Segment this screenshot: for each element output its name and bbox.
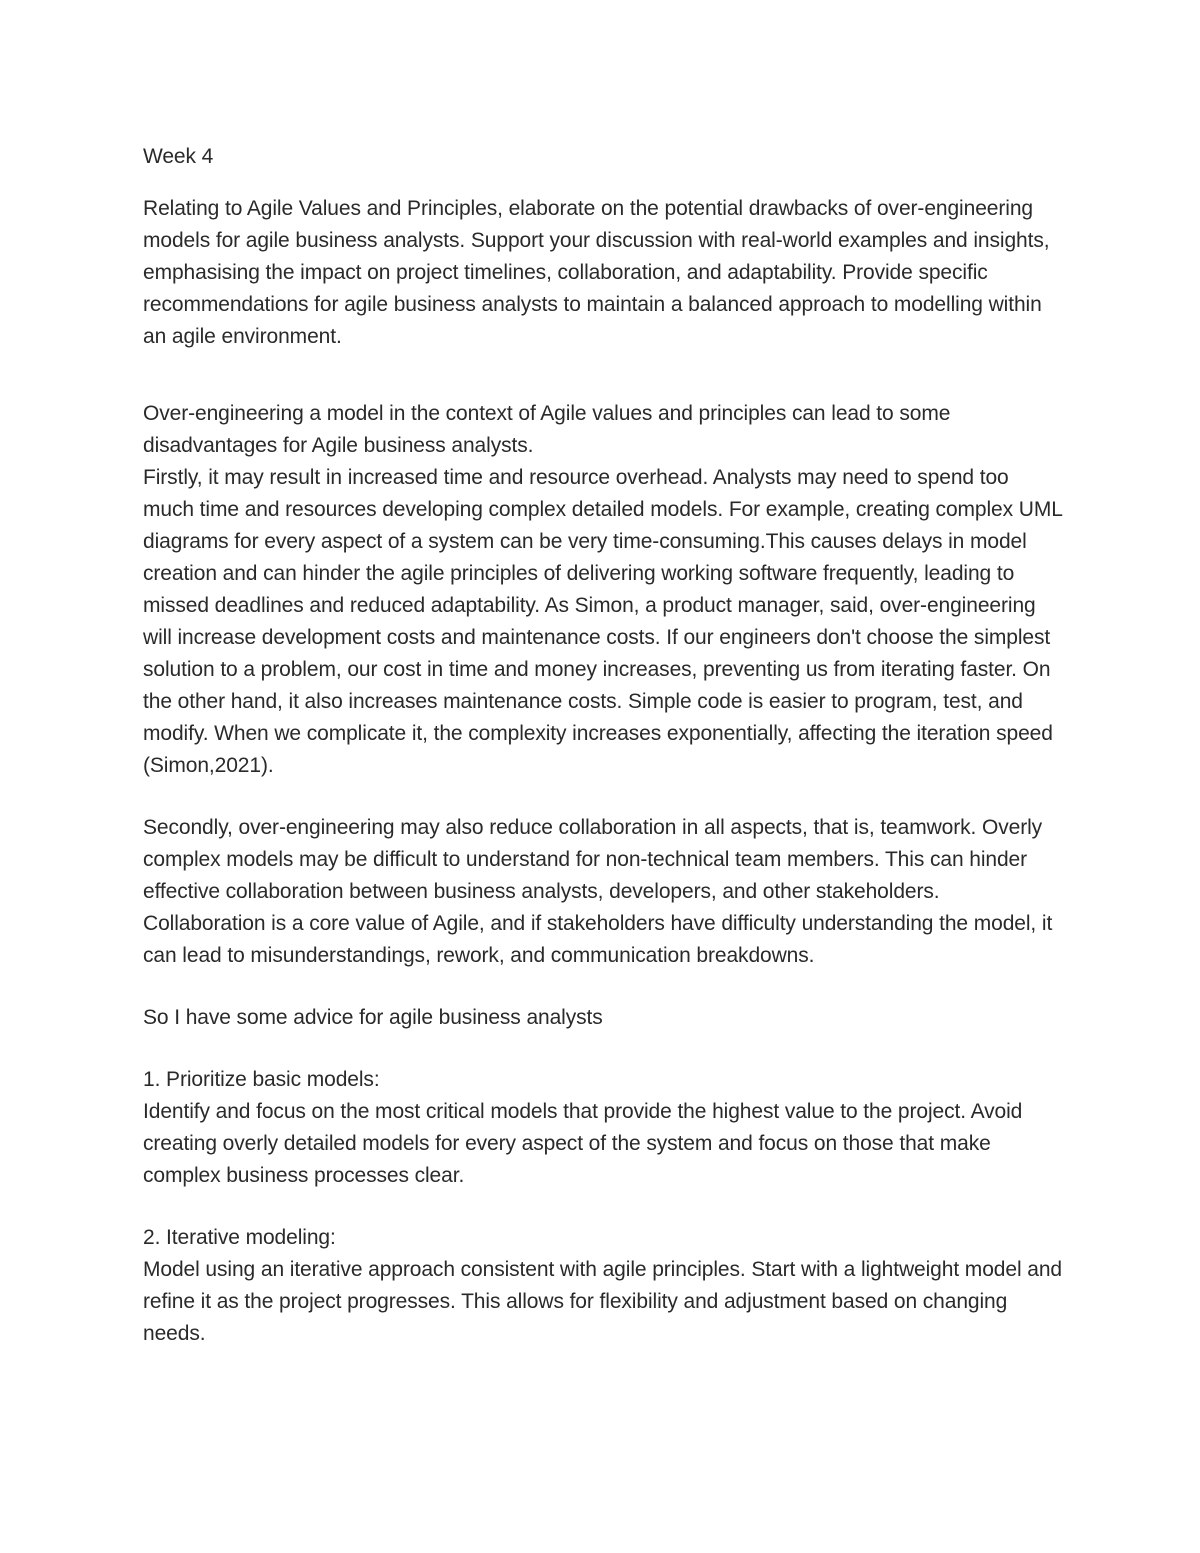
advice-heading-2: 2. Iterative modeling:	[143, 1226, 336, 1249]
document-title: Week 4	[143, 145, 214, 168]
intro-paragraph: Over-engineering a model in the context of Agile values and principles can lead to some disadvantages for Agile business analysts.	[143, 402, 951, 457]
advice-intro: So I have some advice for agile business analysts	[143, 1006, 603, 1029]
assignment-prompt: Relating to Agile Values and Principles, elaborate on the potential drawbacks of over-engineering models for agile business analysts. Support your discussion with real-world examples and insights, emphasising the impact on project timelines, collaboration, and adaptability. Provide specific recommendations for agile business analysts to maintain a balanced approach to modelling within an agile environment.	[143, 197, 1050, 348]
advice-body-1: Identify and focus on the most critical models that provide the highest value to the project. Avoid creating overly detailed models for every aspect of the system and focus on those that make complex business processes clear.	[143, 1100, 1023, 1187]
document-body	[143, 141, 1063, 1350]
advice-body-2: Model using an iterative approach consistent with agile principles. Start with a lightweight model and refine it as the project progresses. This allows for flexibility and adjustment based on changing needs.	[143, 1258, 1062, 1345]
paragraph-time-overhead: Firstly, it may result in increased time and resource overhead. Analysts may need to spend too much time and resources developing complex detailed models. For example, creating complex UML diagrams for every aspect of a system can be very time-consuming.This causes delays in model creation and can hinder the agile principles of delivering working software frequently, leading to missed deadlines and reduced adaptability. As Simon, a product manager, said, over-engineering will increase development costs and maintenance costs. If our engineers don't choose the simplest solution to a problem, our cost in time and money increases, preventing us from iterating faster. On the other hand, it also increases maintenance costs. Simple code is easier to program, test, and modify. When we complicate it, the complexity increases exponentially, affecting the iteration speed (Simon,2021).	[143, 466, 1063, 777]
advice-heading-1: 1. Prioritize basic models:	[143, 1068, 380, 1091]
paragraph-collaboration: Secondly, over-engineering may also reduce collaboration in all aspects, that is, teamwork. Overly complex models may be difficult to understand for non-technical team members. This can hinder effective collaboration between business analysts, developers, and other stakeholders. Collaboration is a core value of Agile, and if stakeholders have difficulty understanding the model, it can lead to misunderstandings, rework, and communication breakdowns.	[143, 816, 1053, 967]
